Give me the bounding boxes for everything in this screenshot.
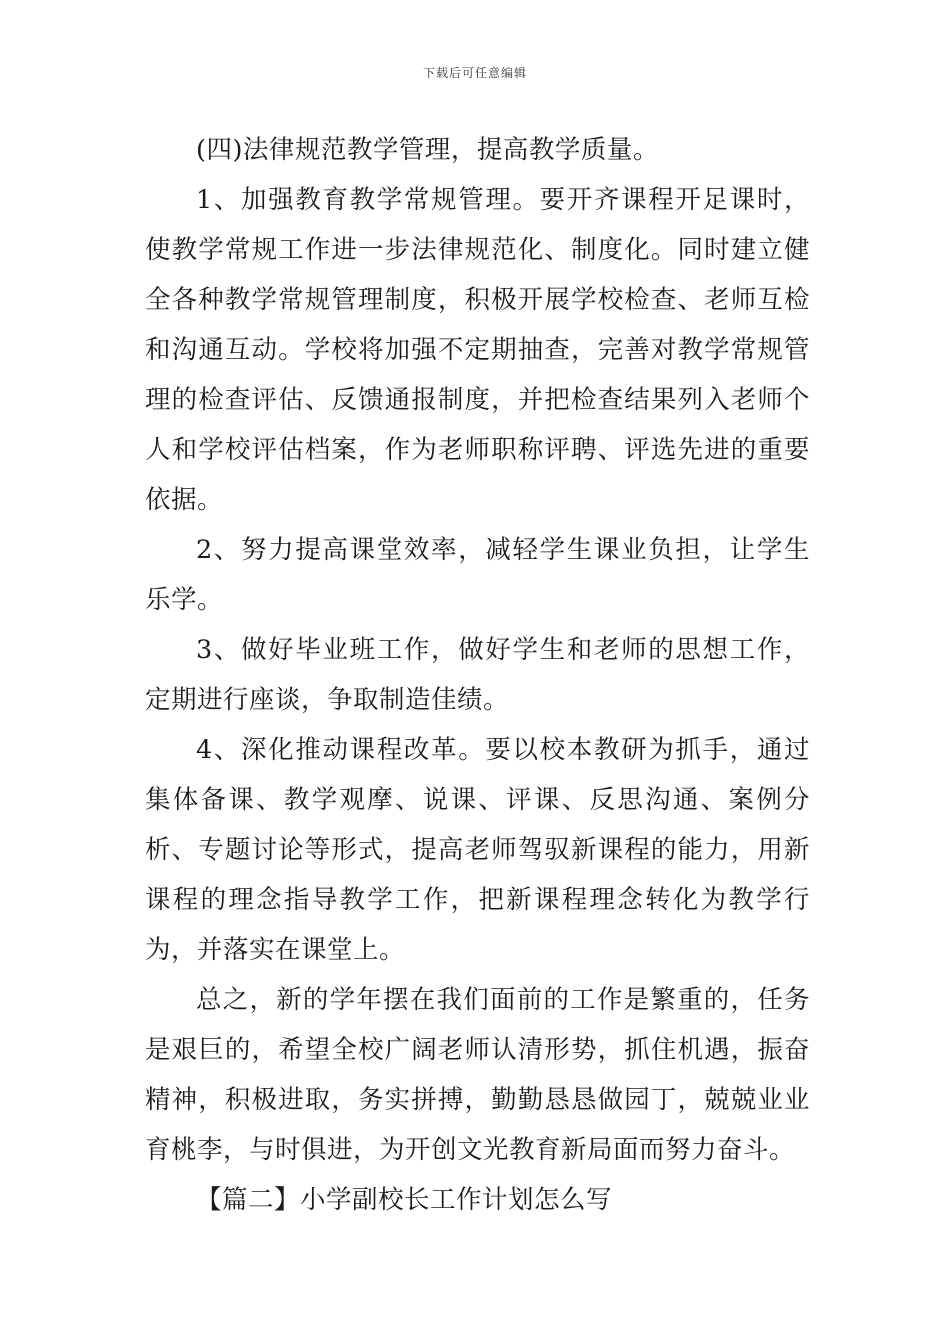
paragraph-next-heading: 【篇二】小学副校长工作计划怎么写 (196, 1185, 613, 1215)
paragraph-section-heading: (四)法律规范教学管理，提高教学质量。 (196, 135, 659, 165)
paragraph-item-3: 3、做好毕业班工作，做好学生和老师的思想工作，定期进行座谈，争取制造佳绩。 (145, 635, 810, 715)
paragraph-item-1: 1、加强教育教学常规管理。要开齐课程开足课时，使教学常规工作进一步法律规范化、制度化。同时建立健全各种教学常规管理制度，积极开展学校检查、老师互检和沟通互动。学校将加强不定期抽查，完善对教学常规管理的检查评估、反馈通报制度，并把检查结果列入老师个人和学校评估档案，作为老师职称评聘、评选先进的重要依据。 (145, 185, 810, 515)
paragraph-conclusion: 总之，新的学年摆在我们面前的工作是繁重的，任务是艰巨的，希望全校广阔老师认清形势，抓住机遇，振奋精神，积极进取，务实拼搏，勤勤恳恳做园丁，兢兢业业育桃李，与时俱进，为开创文光教育新局面而努力奋斗。 (145, 985, 810, 1165)
document-body (145, 125, 810, 1225)
page-header: 下载后可任意编辑 (422, 66, 527, 80)
paragraph-item-2: 2、努力提高课堂效率，减轻学生课业负担，让学生乐学。 (145, 535, 810, 615)
paragraph-item-4: 4、深化推动课程改革。要以校本教研为抓手，通过集体备课、教学观摩、说课、评课、反思沟通、案例分析、专题讨论等形式，提高老师驾驭新课程的能力，用新课程的理念指导教学工作，把新课程理念转化为教学行为，并落实在课堂上。 (145, 735, 810, 965)
